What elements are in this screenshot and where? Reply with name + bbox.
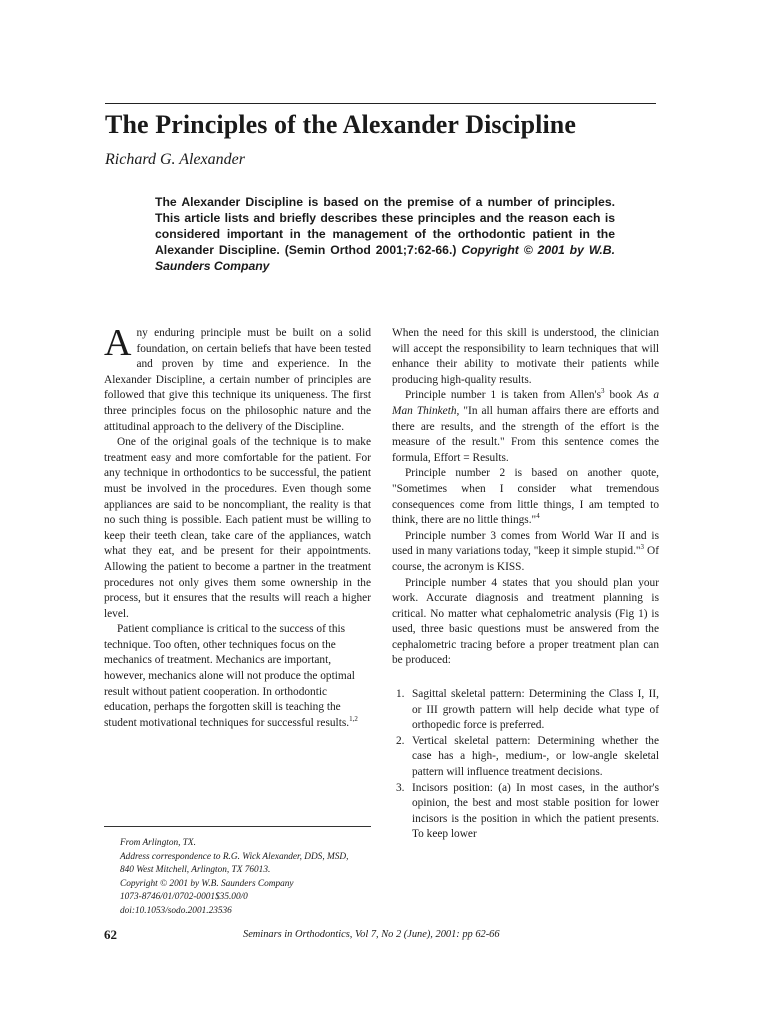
list-item xyxy=(392,687,659,734)
paragraph xyxy=(392,529,659,576)
right-column xyxy=(392,326,659,843)
list-number: 2. xyxy=(396,734,405,747)
drop-cap: A xyxy=(104,322,132,364)
paragraph xyxy=(104,322,371,435)
paragraph-text: Principle number 2 is based on another quote, "Sometimes when I consider what tremendous consequences come from little things, I am tempted to think, there are no little things." xyxy=(392,467,659,527)
page-number: 62 xyxy=(104,927,117,942)
reference-marker: 3 xyxy=(601,387,605,396)
footnote-line: 1073-8746/01/0702-0001$35.00/0 xyxy=(120,892,248,903)
paragraph: When the need for this skill is understood, the clinician will accept the responsibility to learn techniques that will enhance their ability to motivate their patients while producing high-quality results. xyxy=(392,327,659,386)
list-item-text: Sagittal skeletal pattern: Determining the Class I, II, or III growth pattern will help decide what type of orthopedic force is preferred. xyxy=(412,688,659,732)
footnote-line: 840 West Mitchell, Arlington, TX 76013. xyxy=(120,865,271,876)
paragraph-text: ny enduring principle must be built on a solid foundation, on certain beliefs that have been tested and proven by time and experience. In the Alexander Discipline, a certain number of principles are followed that give this technique its uniqueness. The first three principles focus on the philosophic nature and the attitudinal approach to the delivery of the Discipline. xyxy=(104,327,371,433)
list-number: 1. xyxy=(396,688,405,701)
list-item xyxy=(392,781,659,843)
paragraph xyxy=(392,466,659,528)
journal-citation: Seminars in Orthodontics, Vol 7, No 2 (June), 2001: pp 62-66 xyxy=(243,929,500,940)
article-title: The Principles of the Alexander Discipline xyxy=(105,110,576,139)
book-title: As a Man Thinketh, xyxy=(392,389,659,417)
paragraph-text: book xyxy=(604,389,638,402)
paragraph-text: Principle number 3 comes from World War II and is used in many variations today, "keep it simple stupid." xyxy=(392,529,659,558)
paragraph xyxy=(392,388,659,466)
article-author: Richard G. Alexander xyxy=(105,151,245,168)
reference-marker: 1,2 xyxy=(349,714,358,723)
footnote-line: doi:10.1053/sodo.2001.23536 xyxy=(120,905,232,916)
abstract-text: The Alexander Discipline is based on the premise of a number of principles. This article lists and briefly describes these principles and the reason each is considered important in the management of the orthodontic patient in the Alexander Discipline. (Semin Orthod 2001;7:62-66.) xyxy=(155,195,615,257)
list-number: 3. xyxy=(396,781,405,794)
footnotes xyxy=(104,826,371,919)
left-column xyxy=(104,322,371,731)
abstract-copyright: Copyright © 2001 by W.B. Saunders Company xyxy=(155,243,615,273)
paragraph-text: Of course, the acronym is KISS. xyxy=(392,545,659,573)
footnote-line: From Arlington, TX. xyxy=(120,838,196,848)
footnote-line: Address correspondence to R.G. Wick Alexander, DDS, MSD, xyxy=(120,851,349,862)
paragraph: One of the original goals of the technique is to make treatment easy and more comfortable for the patient. For any technique in orthodontics to be successful, the patient must be involved in the procedures. Even though some appliances are said to be noncompliant, the reality is that no such thing is possible. Each patient must be willing to keep their teeth clean, take care of the appliances, watch what they eat, and be present for their appointments. Allowing the patient to become a partner in the treatment procedures not only gives them some ownership in the process, but it ensures that the results will reach a higher level. xyxy=(104,436,371,620)
list-item-text: Vertical skeletal pattern: Determining whether the case has a high-, medium-, or low-angle skeletal pattern will influence treatment decisions. xyxy=(412,734,659,779)
footnote-line: Copyright © 2001 by W.B. Saunders Company xyxy=(120,878,294,889)
paragraph: Principle number 4 states that you should plan your work. Accurate diagnosis and treatment planning is critical. No matter what cephalometric analysis (Fig 1) is used, three basic questions must be answered from the cephalometric tracing before a proper treatment plan can be produced: xyxy=(392,576,659,667)
abstract xyxy=(155,194,615,274)
header-rule xyxy=(105,103,656,104)
reference-marker: 4 xyxy=(536,512,540,521)
numbered-list xyxy=(392,687,659,843)
paragraph-text: "In all human affairs there are efforts and there are results, and the strength of the effort is the measure of the result." From this sentence comes the formula, Effort = Results. xyxy=(392,404,659,464)
paragraph-text: Principle number 1 is taken from Allen's xyxy=(405,389,602,402)
reference-marker: 3 xyxy=(640,543,645,552)
list-item xyxy=(392,734,659,781)
paragraph-text: Patient compliance is critical to the success of this technique. Too often, other techniques focus on the mechanics of treatment. Mechanics are important, however, mechanics alone will not produce the optimal result without patient cooperation. In orthodontic education, perhaps the forgotten skill is teaching the student motivational techniques for successful results. xyxy=(104,623,355,729)
paragraph xyxy=(104,622,371,731)
list-item-text: Incisors position: (a) In most cases, in the author's opinion, the best and most stable position for lower incisors is the position in which the patient presents. To keep lower xyxy=(412,781,659,841)
